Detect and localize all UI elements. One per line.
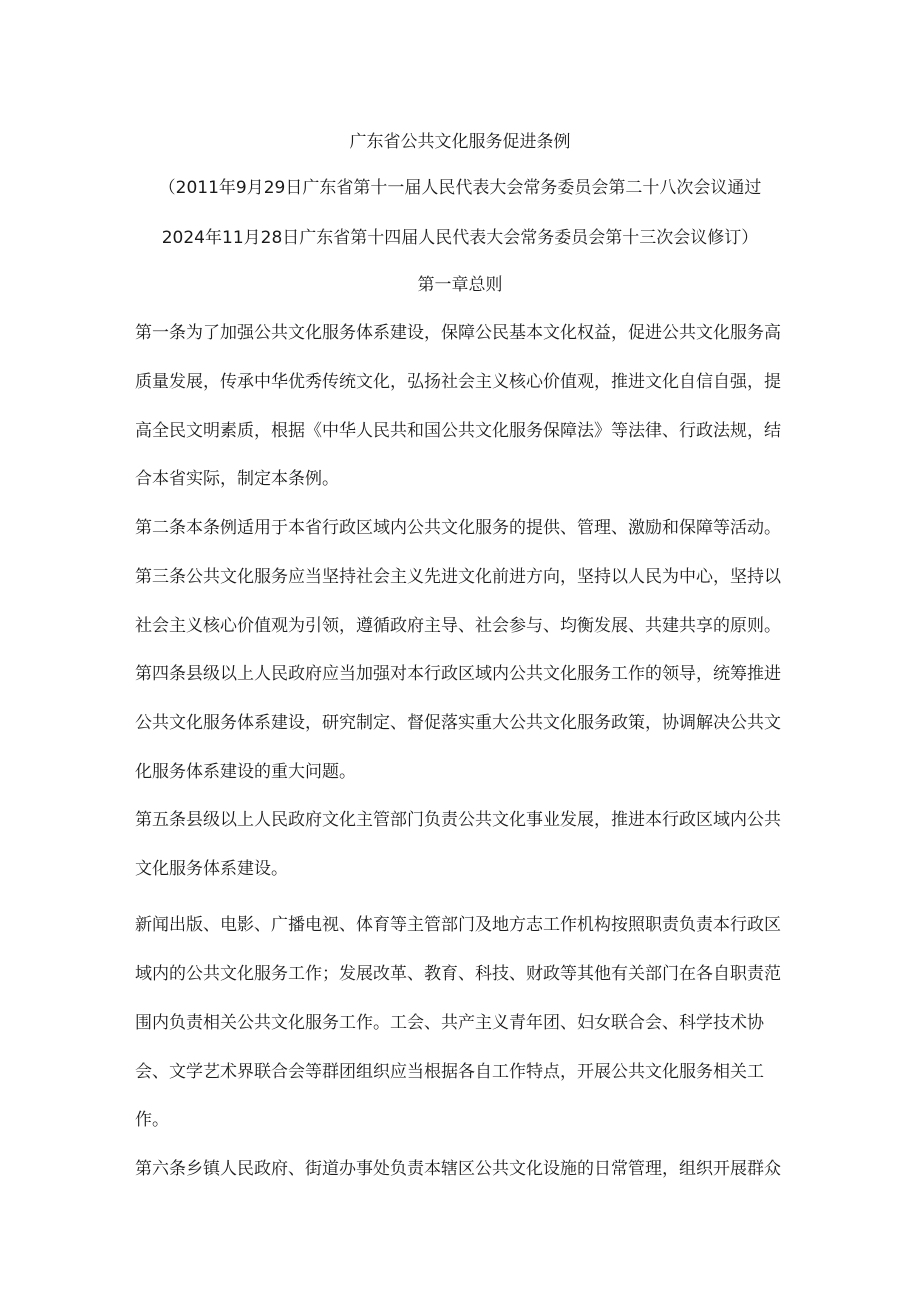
body-line: 域内的公共文化服务工作；发展改革、教育、科技、财政等其他有关部门在各自职责范 [135, 964, 781, 984]
chapter-heading: 第一章总则 [417, 275, 503, 295]
body-line: 作。 [135, 1110, 169, 1130]
body-line: 化服务体系建设的重大问题。 [135, 762, 356, 782]
body-line: 质量发展，传承中华优秀传统文化，弘扬社会主义核心价值观，推进文化自信自强，提 [135, 372, 781, 392]
body-line: 第一条为了加强公共文化服务体系建设，保障公民基本文化权益，促进公共文化服务高 [135, 323, 781, 343]
body-line: 会、文学艺术界联合会等群团组织应当根据各自工作特点，开展公共文化服务相关工 [135, 1062, 764, 1082]
body-line: 第三条公共文化服务应当坚持社会主义先进文化前进方向，坚持以人民为中心，坚持以 [135, 567, 781, 587]
body-line: 第六条乡镇人民政府、街道办事处负责本辖区公共文化设施的日常管理，组织开展群众 [135, 1159, 781, 1179]
body-line: 第五条县级以上人民政府文化主管部门负责公共文化事业发展，推进本行政区域内公共 [135, 810, 781, 830]
body-line: 围内负责相关公共文化服务工作。工会、共产主义青年团、妇女联合会、科学技术协 [135, 1013, 764, 1033]
body-line: 合本省实际，制定本条例。 [135, 469, 339, 489]
document-title: 广东省公共文化服务促进条例 [349, 132, 571, 152]
history-line-2: 2024年11月28日广东省第十四届人民代表大会常务委员会第十三次会议修订） [161, 228, 759, 248]
body-line: 第四条县级以上人民政府应当加强对本行政区域内公共文化服务工作的领导，统筹推进 [135, 664, 781, 684]
history-line-1: （2011年9月29日广东省第十一届人民代表大会常务委员会第二十八次会议通过 [158, 178, 762, 198]
body-line: 文化服务体系建设。 [135, 859, 288, 879]
body-line: 社会主义核心价值观为引领，遵循政府主导、社会参与、均衡发展、共建共享的原则。 [135, 616, 781, 636]
body-line: 新闻出版、电影、广播电视、体育等主管部门及地方志工作机构按照职责负责本行政区 [135, 915, 781, 935]
body-line: 高全民文明素质，根据《中华人民共和国公共文化服务保障法》等法律、行政法规，结 [135, 421, 781, 441]
body-line: 第二条本条例适用于本省行政区域内公共文化服务的提供、管理、激励和保障等活动。 [135, 518, 781, 538]
body-line: 公共文化服务体系建设，研究制定、督促落实重大公共文化服务政策，协调解决公共文 [135, 713, 781, 733]
